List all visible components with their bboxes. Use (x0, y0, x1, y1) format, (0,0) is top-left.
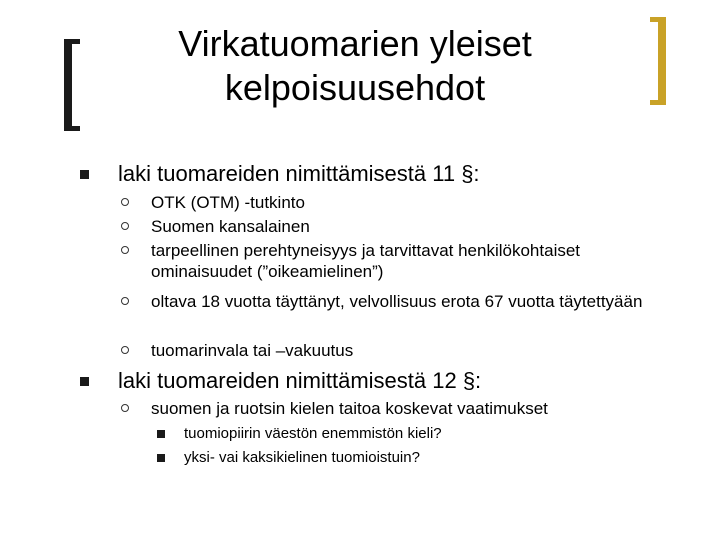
circle-bullet-icon (121, 297, 129, 305)
circle-bullet-icon (121, 198, 129, 206)
square-bullet-icon (80, 377, 89, 386)
sub-list-item: tuomiopiirin väestön enemmistön kieli? (184, 425, 442, 442)
list-item: suomen ja ruotsin kielen taitoa koskevat vaatimukset (151, 399, 548, 418)
list-item: Suomen kansalainen (151, 217, 310, 236)
section-heading-12: laki tuomareiden nimittämisestä 12 §: (118, 368, 482, 393)
section-heading-11: laki tuomareiden nimittämisestä 11 §: (118, 161, 480, 186)
list-item: oltava 18 vuotta täyttänyt, velvollisuus erota 67 vuotta täytettyään (151, 292, 643, 311)
square-bullet-icon (80, 170, 89, 179)
circle-bullet-icon (121, 404, 129, 412)
title-line-2: kelpoisuusehdot (224, 67, 486, 108)
circle-bullet-icon (121, 246, 129, 254)
list-item: tarpeellinen perehtyneisyys ja tarvittavat henkilökohtaiset ominaisuudet (”oikeamielinen”) (151, 241, 581, 281)
square-bullet-icon (157, 430, 165, 438)
slide-title (100, 22, 610, 110)
square-bullet-icon (157, 454, 165, 462)
circle-bullet-icon (121, 346, 129, 354)
title-line-1: Virkatuomarien yleiset (178, 23, 532, 64)
list-item: OTK (OTM) -tutkinto (151, 193, 305, 212)
circle-bullet-icon (121, 222, 129, 230)
sub-list-item: yksi- vai kaksikielinen tuomioistuin? (184, 449, 420, 466)
list-item: tuomarinvala tai –vakuutus (151, 341, 354, 360)
